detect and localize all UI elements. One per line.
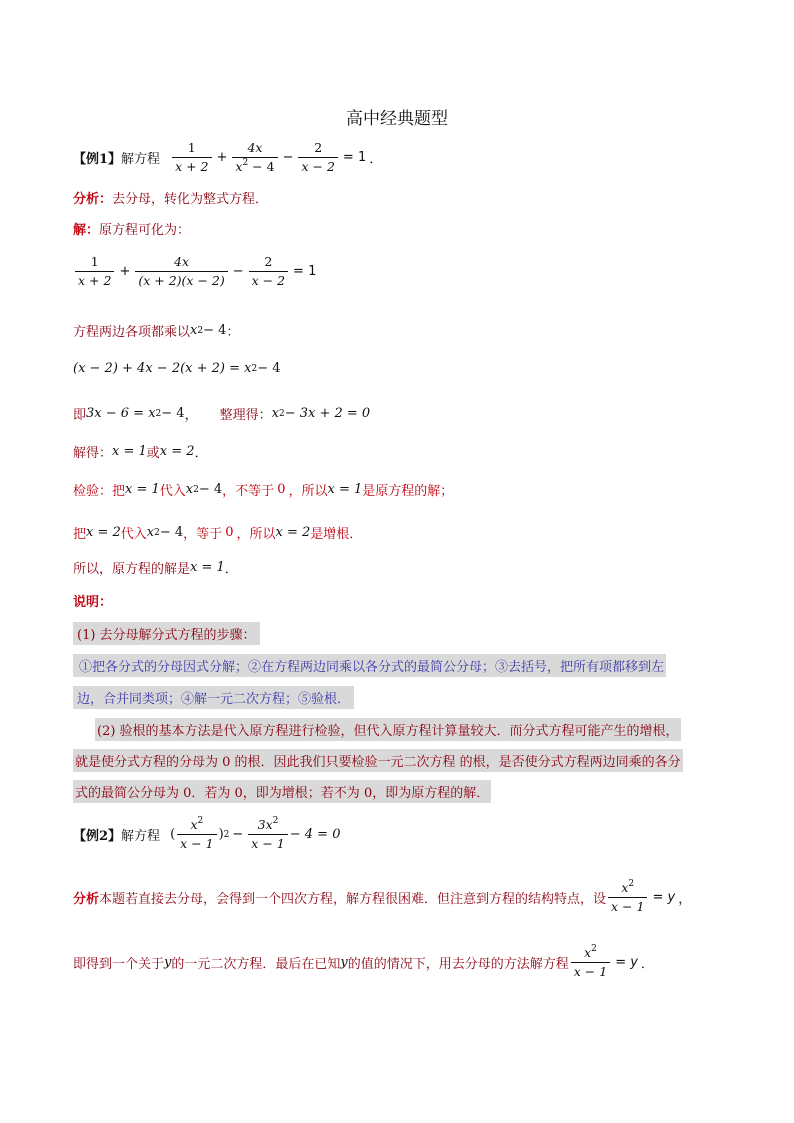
note-label: 说明： bbox=[73, 595, 113, 610]
roots-line: 解得： x = 1 或 x = 2 ． bbox=[73, 444, 208, 461]
fraction: $\frac{2}{x - 2}$ bbox=[249, 255, 288, 288]
fraction: $\frac{1}{x + 2}$ bbox=[172, 141, 211, 174]
analysis-label: 分析 bbox=[73, 892, 100, 907]
steps-line-2: 边，合并同类项；④解一元二次方程；⑤验根． bbox=[73, 686, 354, 709]
solution-label: 解： bbox=[73, 223, 100, 238]
fraction: $\frac{x^2}{x - 1}$ bbox=[177, 818, 216, 851]
analysis-label: 分析： bbox=[73, 192, 113, 207]
simplified-equation: 即 3x − 6 = x 2 − 4 ， 整理得： x 2 − 3x + 2 = 0 bbox=[73, 406, 371, 423]
step-multiply: 方程两边各项都乘以 x 2 − 4 ： bbox=[73, 323, 240, 340]
fraction: $\frac{4x}{(x + 2)(x - 2)}$ bbox=[135, 255, 227, 288]
note-2-line-2: 就是使分式方程的分母为 0 的根．因此我们只要检验一元二次方程 的根，是否使分式方程两边同乘的各分 bbox=[73, 749, 683, 772]
example1-prompt: 解方程 bbox=[121, 152, 161, 167]
solution-text: 原方程可化为： bbox=[99, 223, 191, 238]
example2-analysis-line-2: 即得到一个关于 y 的一元二次方程．最后在已知 y 的值的情况下，用去分母的方法解方程 $\frac{x^2}{x - 1}$ = y ． bbox=[73, 944, 654, 979]
example2-prompt: 解方程 bbox=[121, 829, 161, 844]
equation-rewritten: $\frac{1}{x + 2}$ + $\frac{4x}{(x + 2)(x - 2)}$ − $\frac{2}{x - 2}$ = 1 bbox=[73, 255, 319, 288]
note-1: (1) 去分母解分式方程的步骤： bbox=[73, 622, 260, 645]
expanded-equation: (x − 2) + 4x − 2(x + 2) = x 2 − 4 bbox=[73, 361, 281, 376]
fraction: $\frac{2}{x - 2}$ bbox=[298, 141, 337, 174]
example1-label: 【例1】 bbox=[73, 152, 122, 167]
check-line-2: 把 x = 2 代入 x 2 − 4 ，等于 0 ，所以 x = 2 是增根． bbox=[73, 525, 363, 542]
fraction: $\frac{4x}{x^2 - 4}$ bbox=[232, 141, 277, 174]
note-2-line-3: 式的最简公分母为 0．若为 0，即为增根；若不为 0，即为原方程的解． bbox=[73, 780, 491, 803]
page-title: 高中经典题型 bbox=[346, 109, 448, 129]
example1-statement: 【例1】 解方程 $\frac{1}{x + 2}$ + $\frac{4x}{x^2 - 4}$ − $\frac{2}{x - 2}$ = 1 ． bbox=[73, 140, 383, 174]
fraction: $\frac{1}{x + 2}$ bbox=[75, 255, 114, 288]
example2-label: 【例2】 bbox=[73, 829, 122, 844]
check-line-1: 检验：把 x = 1 代入 x 2 − 4 ，不等于 0 ，所以 x = 1 是原方程的解； bbox=[73, 482, 454, 499]
example1-solution bbox=[73, 219, 190, 238]
fraction: $\frac{3x^2}{x - 1}$ bbox=[248, 818, 287, 851]
steps-line-1: ①把各分式的分母因式分解；②在方程两边同乘以各分式的最简公分母；③去括号，把所有项都移到左 bbox=[73, 654, 666, 677]
conclusion-line: 所以，原方程的解是 x = 1 ． bbox=[73, 560, 238, 577]
example2-analysis-line-1: 分析 本题若直接去分母，会得到一个四次方程，解方程很困难．但注意到方程的结构特点，设 $\frac{x^2}{x - 1}$ = y ， bbox=[73, 879, 692, 914]
fraction: $\frac{x^2}{x - 1}$ bbox=[608, 881, 647, 914]
example2-statement: 【例2】 解方程 ( $\frac{x^2}{x - 1}$ ) 2 − $\frac{3x^2}{x - 1}$ − 4 = 0 bbox=[73, 816, 341, 851]
note-2-line-1: (2) 验根的基本方法是代入原方程进行检验，但代入原方程计算量较大．而分式方程可能产生的增根， bbox=[95, 718, 681, 741]
example1-analysis bbox=[73, 188, 268, 207]
fraction: $\frac{x^2}{x - 1}$ bbox=[571, 946, 610, 979]
analysis-text: 去分母，转化为整式方程． bbox=[112, 192, 269, 207]
